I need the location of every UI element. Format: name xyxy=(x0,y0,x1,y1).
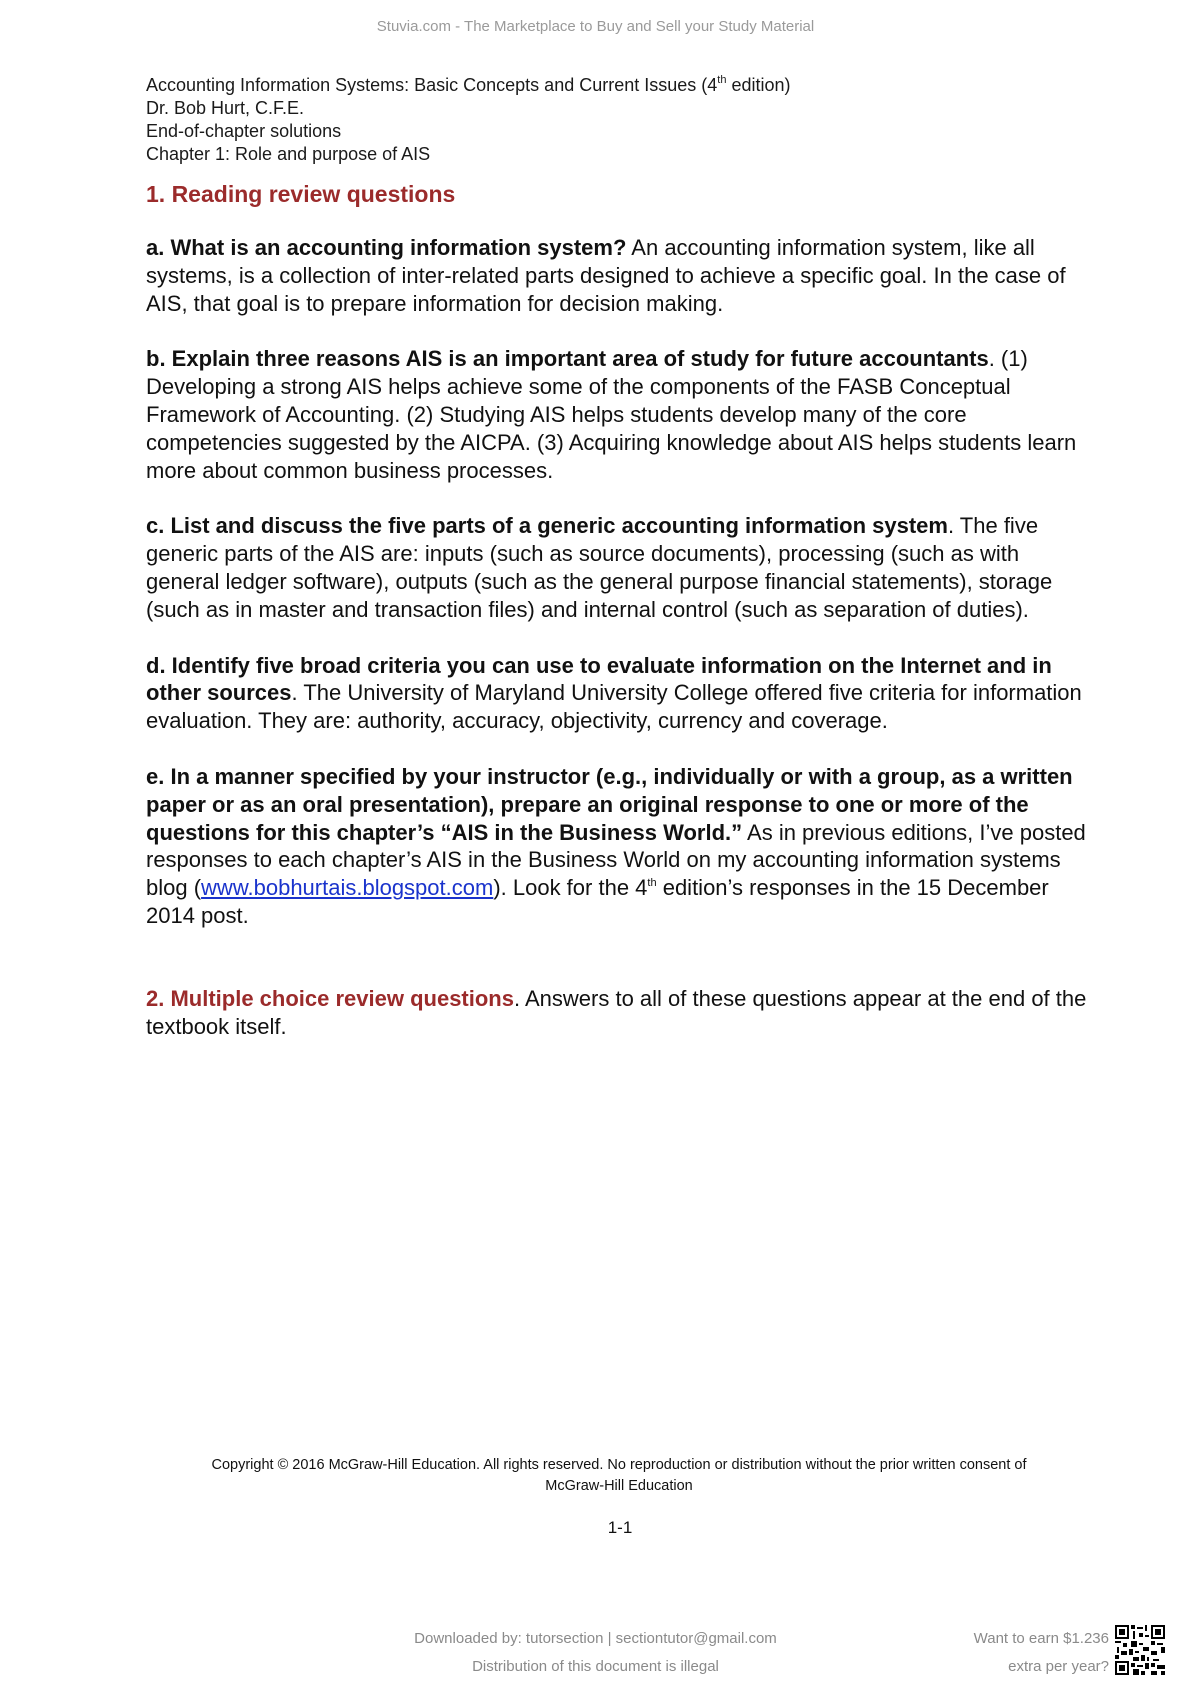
earn-promo[interactable] xyxy=(974,1625,1109,1681)
question-c-answer: . The five generic parts of the AIS are: inputs (such as source documents), processing (such as with general ledger software), outputs (such as the general purpose financial statements), storage (such as in master and transaction files) and internal control (such as separation of duties). xyxy=(146,513,1053,622)
question-c-prompt: c. List and discuss the five parts of a generic accounting information system xyxy=(146,513,948,539)
book-title-post: edition) xyxy=(726,75,791,95)
question-b-answer: . (1) Developing a strong AIS helps achieve some of the components of the FASB Conceptual Framework of Accounting. (2) Studying AIS helps students develop many of the core competencies suggested by the AICPA. (3) Acquiring knowledge about AIS helps students learn more about common business processes. xyxy=(146,346,1077,483)
question-e-prompt: e. In a manner specified by your instructor (e.g., individually or with a group, as a written paper or as an oral presentation), prepare an original response to one or more of the questions for this chapter’s “AIS in the Business World.” xyxy=(146,763,1073,845)
downloaded-by: Downloaded by: tutorsection | sectiontutor@gmail.com xyxy=(414,1630,777,1647)
document-body xyxy=(146,74,1092,1040)
question-b-prompt: b. Explain three reasons AIS is an important area of study for future accountants xyxy=(146,346,989,372)
earn-line-1: Want to earn $1.236 xyxy=(973,1630,1109,1647)
doc-type-line: End-of-chapter solutions xyxy=(146,121,342,141)
question-d-prompt: d. Identify five broad criteria you can use to evaluate information on the Internet and in other sources xyxy=(146,652,1052,706)
question-d xyxy=(146,652,1092,735)
qr-code-icon[interactable] xyxy=(1115,1625,1165,1675)
question-d-answer: . The University of Maryland University College offered five criteria for information evaluation. They are: authority, accuracy, objectivity, currency and coverage. xyxy=(146,680,1082,734)
distribution-notice: Distribution of this document is illegal xyxy=(472,1658,719,1675)
question-e-sup: th xyxy=(647,876,657,889)
section-2 xyxy=(146,985,1092,1041)
question-e-answer-pre: As in previous editions, I’ve posted responses to each chapter’s AIS in the Business World on my accounting information systems blog ( xyxy=(146,819,1086,901)
section-2-text: . Answers to all of these questions appear at the end of the textbook itself. xyxy=(146,985,1087,1039)
book-title-sup: th xyxy=(717,74,727,86)
book-title-pre: Accounting Information Systems: Basic Concepts and Current Issues (4 xyxy=(146,75,718,95)
question-e-answer-post: edition’s responses in the 15 December 2014 post. xyxy=(146,875,1049,928)
question-a xyxy=(146,234,1092,317)
copyright-line-2: McGraw-Hill Education xyxy=(545,1478,693,1494)
book-title xyxy=(146,74,1092,97)
section-2-heading: 2. Multiple choice review questions xyxy=(146,985,514,1011)
question-e xyxy=(146,763,1092,930)
copyright-notice xyxy=(146,1455,1092,1497)
chapter-line: Chapter 1: Role and purpose of AIS xyxy=(146,144,431,164)
question-b xyxy=(146,345,1092,484)
question-c xyxy=(146,512,1092,623)
stuvia-watermark: Stuvia.com - The Marketplace to Buy and Sell your Study Material xyxy=(376,18,815,35)
question-a-prompt: a. What is an accounting information system? xyxy=(146,235,627,260)
page-number: 1-1 xyxy=(607,1518,633,1537)
earn-line-2: extra per year? xyxy=(1008,1658,1109,1675)
copyright-line-1: Copyright © 2016 McGraw-Hill Education. All rights reserved. No reproduction or distribution without the prior written consent of xyxy=(211,1457,1027,1473)
author-line: Dr. Bob Hurt, C.F.E. xyxy=(146,98,305,118)
question-a-answer: An accounting information system, like all systems, is a collection of inter-related parts designed to achieve a specific goal. In the case of AIS, that goal is to prepare information for decision making. xyxy=(146,235,1066,316)
section-1-heading: 1. Reading review questions xyxy=(146,181,456,207)
blog-link[interactable]: www.bobhurtais.blogspot.com xyxy=(201,875,494,901)
question-e-answer-mid: ). Look for the 4 xyxy=(493,875,648,901)
document-header xyxy=(146,74,1092,166)
